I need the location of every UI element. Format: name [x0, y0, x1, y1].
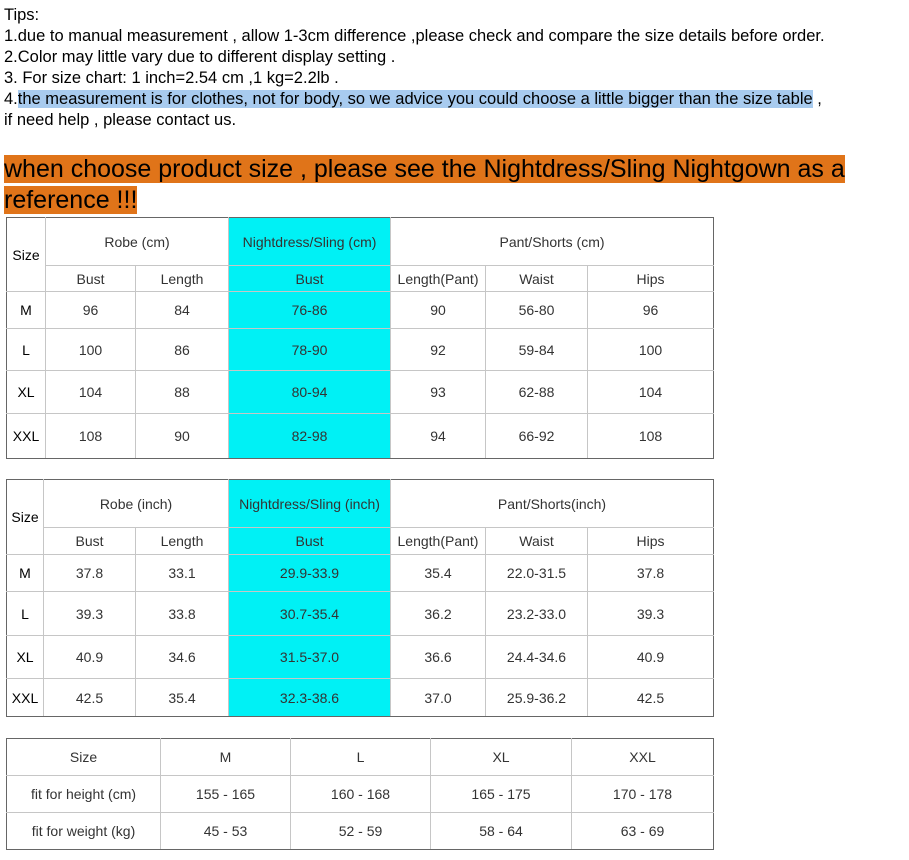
table-cell: 104 [46, 371, 136, 414]
table-cell: 94 [391, 414, 486, 459]
table-cell: 80-94 [229, 371, 391, 414]
size-label: L [7, 592, 44, 636]
fit-row-label: fit for height (cm) [7, 776, 161, 813]
table-cell: 165 - 175 [431, 776, 572, 813]
table-cell: 42.5 [588, 679, 714, 717]
fit-header-cell: L [291, 739, 431, 776]
size-header: Size [7, 218, 46, 292]
table-cell: 92 [391, 329, 486, 371]
subheader-cell: Hips [588, 266, 714, 292]
table-cell: 100 [588, 329, 714, 371]
table-cell: 40.9 [44, 636, 136, 679]
fit-header-cell: Size [7, 739, 161, 776]
table-cell: 37.8 [44, 555, 136, 592]
table-cell: 29.9-33.9 [229, 555, 391, 592]
group-header-robe: Robe (inch) [44, 480, 229, 528]
tip-4 [4, 89, 825, 110]
subheader-cell: Waist [486, 266, 588, 292]
tip-4-prefix: 4. [4, 90, 18, 108]
table-cell: 86 [136, 329, 229, 371]
subheader-cell: Bust [46, 266, 136, 292]
table-cell: 42.5 [44, 679, 136, 717]
table-cell: 66-92 [486, 414, 588, 459]
table-cell: 76-86 [229, 292, 391, 329]
table-cell: 24.4-34.6 [486, 636, 588, 679]
table-cell: 34.6 [136, 636, 229, 679]
table-row [7, 776, 714, 813]
table-cell: 36.6 [391, 636, 486, 679]
table-cell: 22.0-31.5 [486, 555, 588, 592]
reference-banner [4, 154, 884, 216]
size-label: M [7, 292, 46, 329]
table-cell: 40.9 [588, 636, 714, 679]
subheader-cell: Waist [486, 528, 588, 555]
size-label: XXL [7, 679, 44, 717]
tip-1: 1.due to manual measurement , allow 1-3cm difference ,please check and compare the size details before order. [4, 27, 825, 45]
subheader-cell: Length [136, 528, 229, 555]
table-cell: 39.3 [44, 592, 136, 636]
size-label: XXL [7, 414, 46, 459]
fit-row-label: fit for weight (kg) [7, 813, 161, 850]
table-cell: 100 [46, 329, 136, 371]
group-header-pants: Pant/Shorts (cm) [391, 218, 714, 266]
size-header: Size [7, 480, 44, 555]
table-cell: 35.4 [136, 679, 229, 717]
table-cell: 56-80 [486, 292, 588, 329]
table-cell: 170 - 178 [572, 776, 714, 813]
subheader-cell: Bust [44, 528, 136, 555]
subheader-cell: Bust [229, 528, 391, 555]
subheader-cell: Hips [588, 528, 714, 555]
table-cell: 155 - 165 [161, 776, 291, 813]
tips-heading: Tips: [4, 6, 40, 24]
table-row [7, 636, 714, 679]
table-cell: 23.2-33.0 [486, 592, 588, 636]
table-cell: 63 - 69 [572, 813, 714, 850]
fit-header-cell: M [161, 739, 291, 776]
table-cell: 59-84 [486, 329, 588, 371]
table-cell: 90 [391, 292, 486, 329]
table-row [7, 414, 714, 459]
subheader-cell: Bust [229, 266, 391, 292]
table-cell: 108 [46, 414, 136, 459]
table-cell: 37.8 [588, 555, 714, 592]
fit-table [6, 738, 714, 850]
table-cell: 36.2 [391, 592, 486, 636]
tip-2: 2.Color may little vary due to different display setting . [4, 48, 396, 66]
size-label: M [7, 555, 44, 592]
fit-header-cell: XXL [572, 739, 714, 776]
table-cell: 82-98 [229, 414, 391, 459]
group-header-pants: Pant/Shorts(inch) [391, 480, 714, 528]
table-cell: 52 - 59 [291, 813, 431, 850]
reference-banner-text: when choose product size , please see the Nightdress/Sling Nightgown as a reference !!! [4, 155, 845, 214]
table-cell: 96 [588, 292, 714, 329]
table-cell: 31.5-37.0 [229, 636, 391, 679]
table-row [7, 329, 714, 371]
subheader-cell: Length(Pant) [391, 528, 486, 555]
table-cell: 32.3-38.6 [229, 679, 391, 717]
table-cell: 90 [136, 414, 229, 459]
table-cell: 104 [588, 371, 714, 414]
table-cell: 78-90 [229, 329, 391, 371]
subheader-cell: Length(Pant) [391, 266, 486, 292]
table-row [7, 555, 714, 592]
table-cell: 93 [391, 371, 486, 414]
table-row [7, 813, 714, 850]
tip-4-highlight: the measurement is for clothes, not for body, so we advice you could choose a little bigger than the size table [17, 90, 813, 108]
size-label: XL [7, 371, 46, 414]
table-cell: 37.0 [391, 679, 486, 717]
table-cell: 62-88 [486, 371, 588, 414]
table-cell: 84 [136, 292, 229, 329]
table-cell: 45 - 53 [161, 813, 291, 850]
tip-3: 3. For size chart: 1 inch=2.54 cm ,1 kg=2.2lb . [4, 69, 339, 87]
table-cell: 33.8 [136, 592, 229, 636]
table-row [7, 679, 714, 717]
table-cell: 39.3 [588, 592, 714, 636]
tip-5: if need help , please contact us. [4, 111, 237, 129]
table-cell: 96 [46, 292, 136, 329]
group-header-nightdress: Nightdress/Sling (cm) [229, 218, 391, 266]
table-cell: 160 - 168 [291, 776, 431, 813]
table-cell: 25.9-36.2 [486, 679, 588, 717]
size-label: L [7, 329, 46, 371]
tips-block [4, 5, 825, 131]
table-row [7, 292, 714, 329]
size-label: XL [7, 636, 44, 679]
fit-header-cell: XL [431, 739, 572, 776]
table-row [7, 371, 714, 414]
tip-4-suffix: , [812, 90, 822, 108]
table-cell: 108 [588, 414, 714, 459]
table-row [7, 592, 714, 636]
table-cell: 58 - 64 [431, 813, 572, 850]
subheader-cell: Length [136, 266, 229, 292]
table-cell: 33.1 [136, 555, 229, 592]
table-cell: 30.7-35.4 [229, 592, 391, 636]
size-table-cm [6, 217, 714, 459]
group-header-robe: Robe (cm) [46, 218, 229, 266]
table-cell: 35.4 [391, 555, 486, 592]
size-table-inch [6, 479, 714, 717]
table-cell: 88 [136, 371, 229, 414]
group-header-nightdress: Nightdress/Sling (inch) [229, 480, 391, 528]
